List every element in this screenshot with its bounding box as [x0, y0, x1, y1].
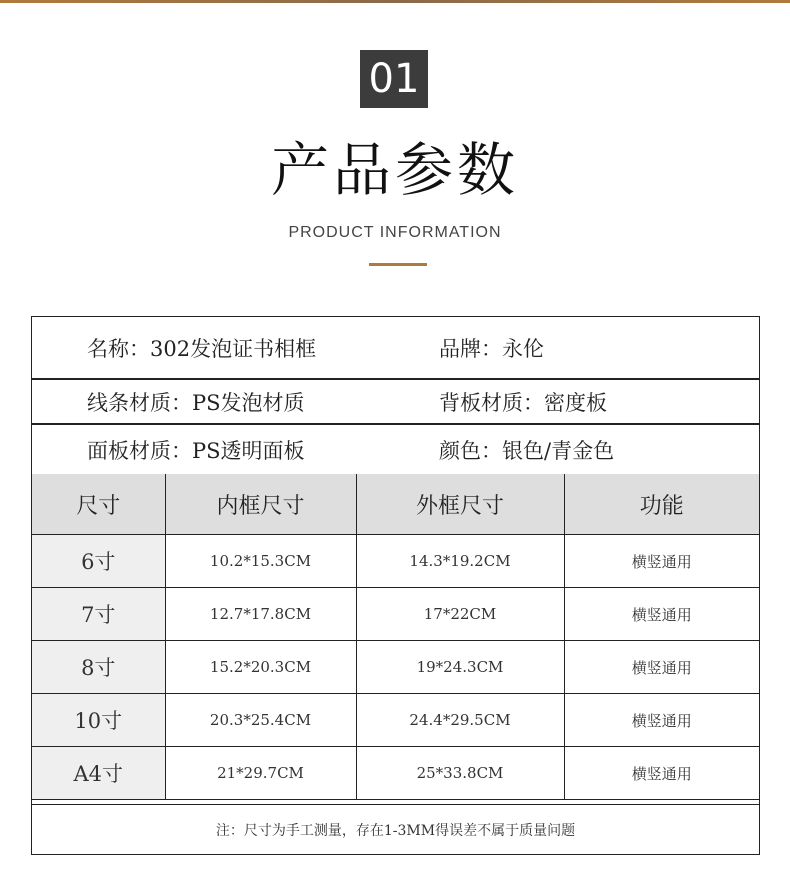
- inner-size-cell: 20.3*25.4CM: [165, 694, 356, 747]
- header-function: 功能: [564, 474, 759, 535]
- outer-size-cell: 14.3*19.2CM: [356, 535, 564, 588]
- header-size: 尺寸: [32, 474, 165, 535]
- function-cell: 横竖通用: [564, 588, 759, 641]
- page-title: 产品参数: [270, 136, 519, 204]
- table-row: [32, 588, 759, 641]
- info-panel-material: 面板材质：PS透明面板: [87, 438, 305, 463]
- top-accent-line: [0, 0, 790, 3]
- function-cell: 横竖通用: [564, 747, 759, 800]
- title-divider: [369, 263, 427, 266]
- measurement-note: 注：尺寸为手工测量，存在1-3MM得误差不属于质量问题: [32, 804, 759, 855]
- row-divider: [32, 378, 759, 380]
- inner-size-cell: 10.2*15.3CM: [165, 535, 356, 588]
- inner-size-cell: 12.7*17.8CM: [165, 588, 356, 641]
- outer-size-cell: 19*24.3CM: [356, 641, 564, 694]
- header-inner-size: 内框尺寸: [165, 474, 356, 535]
- info-name: 名称：302发泡证书相框: [87, 336, 317, 361]
- size-cell: 6寸: [32, 535, 165, 588]
- info-frame-material: 线条材质：PS发泡材质: [87, 391, 305, 415]
- table-row: [32, 641, 759, 694]
- spec-sheet: [31, 316, 760, 855]
- size-table: [32, 474, 759, 800]
- function-cell: 横竖通用: [564, 694, 759, 747]
- info-row-3: [32, 425, 759, 474]
- inner-size-cell: 21*29.7CM: [165, 747, 356, 800]
- page-subtitle: PRODUCT INFORMATION: [288, 224, 502, 241]
- size-table-header: [32, 474, 759, 535]
- table-row: [32, 694, 759, 747]
- inner-size-cell: 15.2*20.3CM: [165, 641, 356, 694]
- table-row: [32, 747, 759, 800]
- size-cell: 10寸: [32, 694, 165, 747]
- header-outer-size: 外框尺寸: [356, 474, 564, 535]
- function-cell: 横竖通用: [564, 641, 759, 694]
- outer-size-cell: 17*22CM: [356, 588, 564, 641]
- outer-size-cell: 25*33.8CM: [356, 747, 564, 800]
- section-number-badge: 01: [360, 50, 428, 108]
- size-cell: 7寸: [32, 588, 165, 641]
- info-row-1: [32, 317, 759, 378]
- info-color: 颜色：银色/青金色: [439, 438, 615, 463]
- info-back-material: 背板材质：密度板: [439, 391, 607, 415]
- outer-size-cell: 24.4*29.5CM: [356, 694, 564, 747]
- info-row-2: [32, 381, 759, 423]
- table-row: [32, 535, 759, 588]
- info-brand: 品牌：永伦: [439, 336, 544, 361]
- size-cell: 8寸: [32, 641, 165, 694]
- size-cell: A4寸: [32, 747, 165, 800]
- function-cell: 横竖通用: [564, 535, 759, 588]
